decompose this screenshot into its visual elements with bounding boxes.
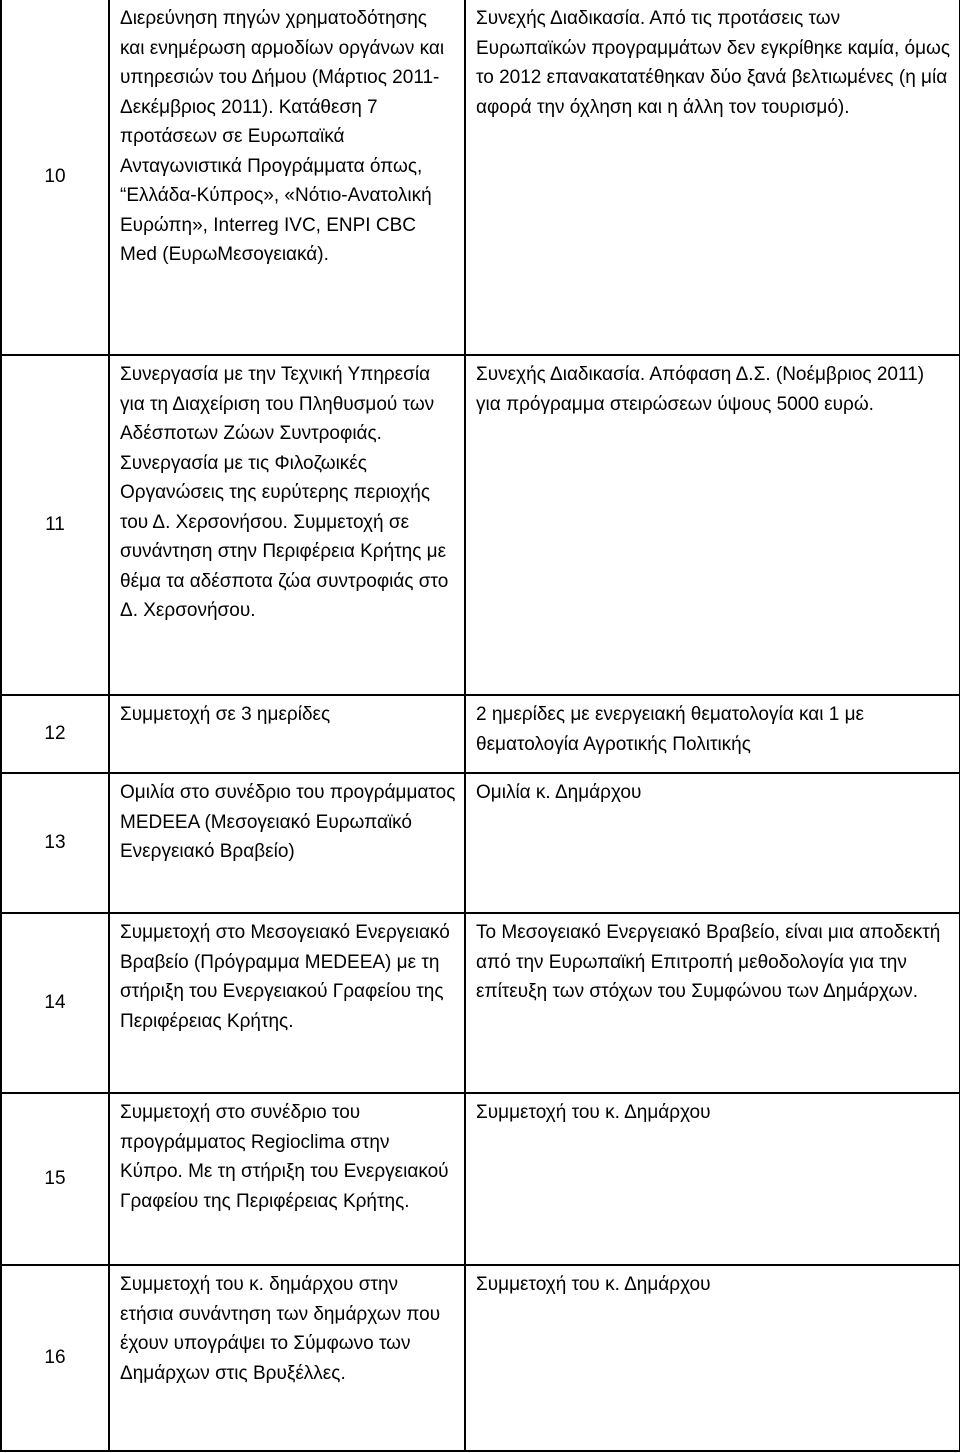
row-description: Διερεύνηση πηγών χρηματοδότησης και ενημέρωση αρμοδίων οργάνων και υπηρεσιών του Δήμου (Μάρτιος 2011-Δεκέμβριος 2011). Κατάθεση 7 προτάσεων σε Ευρωπαϊκά Ανταγωνιστικά Προγράμματα όπως, “Ελλάδα-Κύπρος», «Νότιο-Ανατολική Ευρώπη», Interreg IVC, ENPI CBC Med (ΕυρωΜεσογειακά). <box>109 0 465 355</box>
table-row <box>1 1265 960 1451</box>
row-description: Συμμετοχή σε 3 ημερίδες <box>109 695 465 773</box>
row-result: 2 ημερίδες με ενεργειακή θεματολογία και 1 με θεματολογία Αγροτικής Πολιτικής <box>465 695 960 773</box>
row-result: Συνεχής Διαδικασία. Απόφαση Δ.Σ. (Νοέμβριος 2011) για πρόγραμμα στειρώσεων ύψους 5000 ευρώ. <box>465 355 960 695</box>
row-number: 13 <box>1 773 109 913</box>
row-description: Συμμετοχή στο Μεσογειακό Ενεργειακό Βραβείο (Πρόγραμμα MEDEEA) με τη στήριξη του Ενεργειακού Γραφείου της Περιφέρειας Κρήτης. <box>109 913 465 1093</box>
table-row <box>1 0 960 355</box>
row-number: 12 <box>1 695 109 773</box>
row-result: Συμμετοχή του κ. Δημάρχου <box>465 1265 960 1451</box>
row-result: Συνεχής Διαδικασία. Από τις προτάσεις των Ευρωπαϊκών προγραμμάτων δεν εγκρίθηκε καμία, όμως το 2012 επανακατατέθηκαν δύο ξανά βελτιωμένες (η μία αφορά την όχληση και η άλλη τον τουρισμό). <box>465 0 960 355</box>
row-description: Συνεργασία με την Τεχνική Υπηρεσία για τη Διαχείριση του Πληθυσμού των Αδέσποτων Ζώων Συντροφιάς. Συνεργασία με τις Φιλοζωικές Οργανώσεις της ευρύτερης περιοχής του Δ. Χερσονήσου. Συμμετοχή σε συνάντηση στην Περιφέρεια Κρήτης με θέμα τα αδέσποτα ζώα συντροφιάς στο Δ. Χερσονήσου. <box>109 355 465 695</box>
row-number: 15 <box>1 1093 109 1265</box>
table-row <box>1 773 960 913</box>
table-row <box>1 913 960 1093</box>
table-row <box>1 695 960 773</box>
row-result: Συμμετοχή του κ. Δημάρχου <box>465 1093 960 1265</box>
row-description: Συμμετοχή στο συνέδριο του προγράμματος Regioclima στην Κύπρο. Με τη στήριξη του Ενεργειακού Γραφείου της Περιφέρειας Κρήτης. <box>109 1093 465 1265</box>
row-description: Συμμετοχή του κ. δημάρχου στην ετήσια συνάντηση των δημάρχων που έχουν υπογράψει το Σύμφωνο των Δημάρχων στις Βρυξέλλες. <box>109 1265 465 1451</box>
row-result: Ομιλία κ. Δημάρχου <box>465 773 960 913</box>
row-number: 11 <box>1 355 109 695</box>
row-number: 14 <box>1 913 109 1093</box>
row-description: Ομιλία στο συνέδριο του προγράμματος MEDEEA (Μεσογειακό Ευρωπαϊκό Ενεργειακό Βραβείο) <box>109 773 465 913</box>
row-result: Το Μεσογειακό Ενεργειακό Βραβείο, είναι μια αποδεκτή από την Ευρωπαϊκή Επιτροπή μεθοδολογία για την επίτευξη των στόχων του Συμφώνου των Δημάρχων. <box>465 913 960 1093</box>
row-number: 16 <box>1 1265 109 1451</box>
table-row <box>1 1093 960 1265</box>
table-row <box>1 355 960 695</box>
row-number: 10 <box>1 0 109 355</box>
